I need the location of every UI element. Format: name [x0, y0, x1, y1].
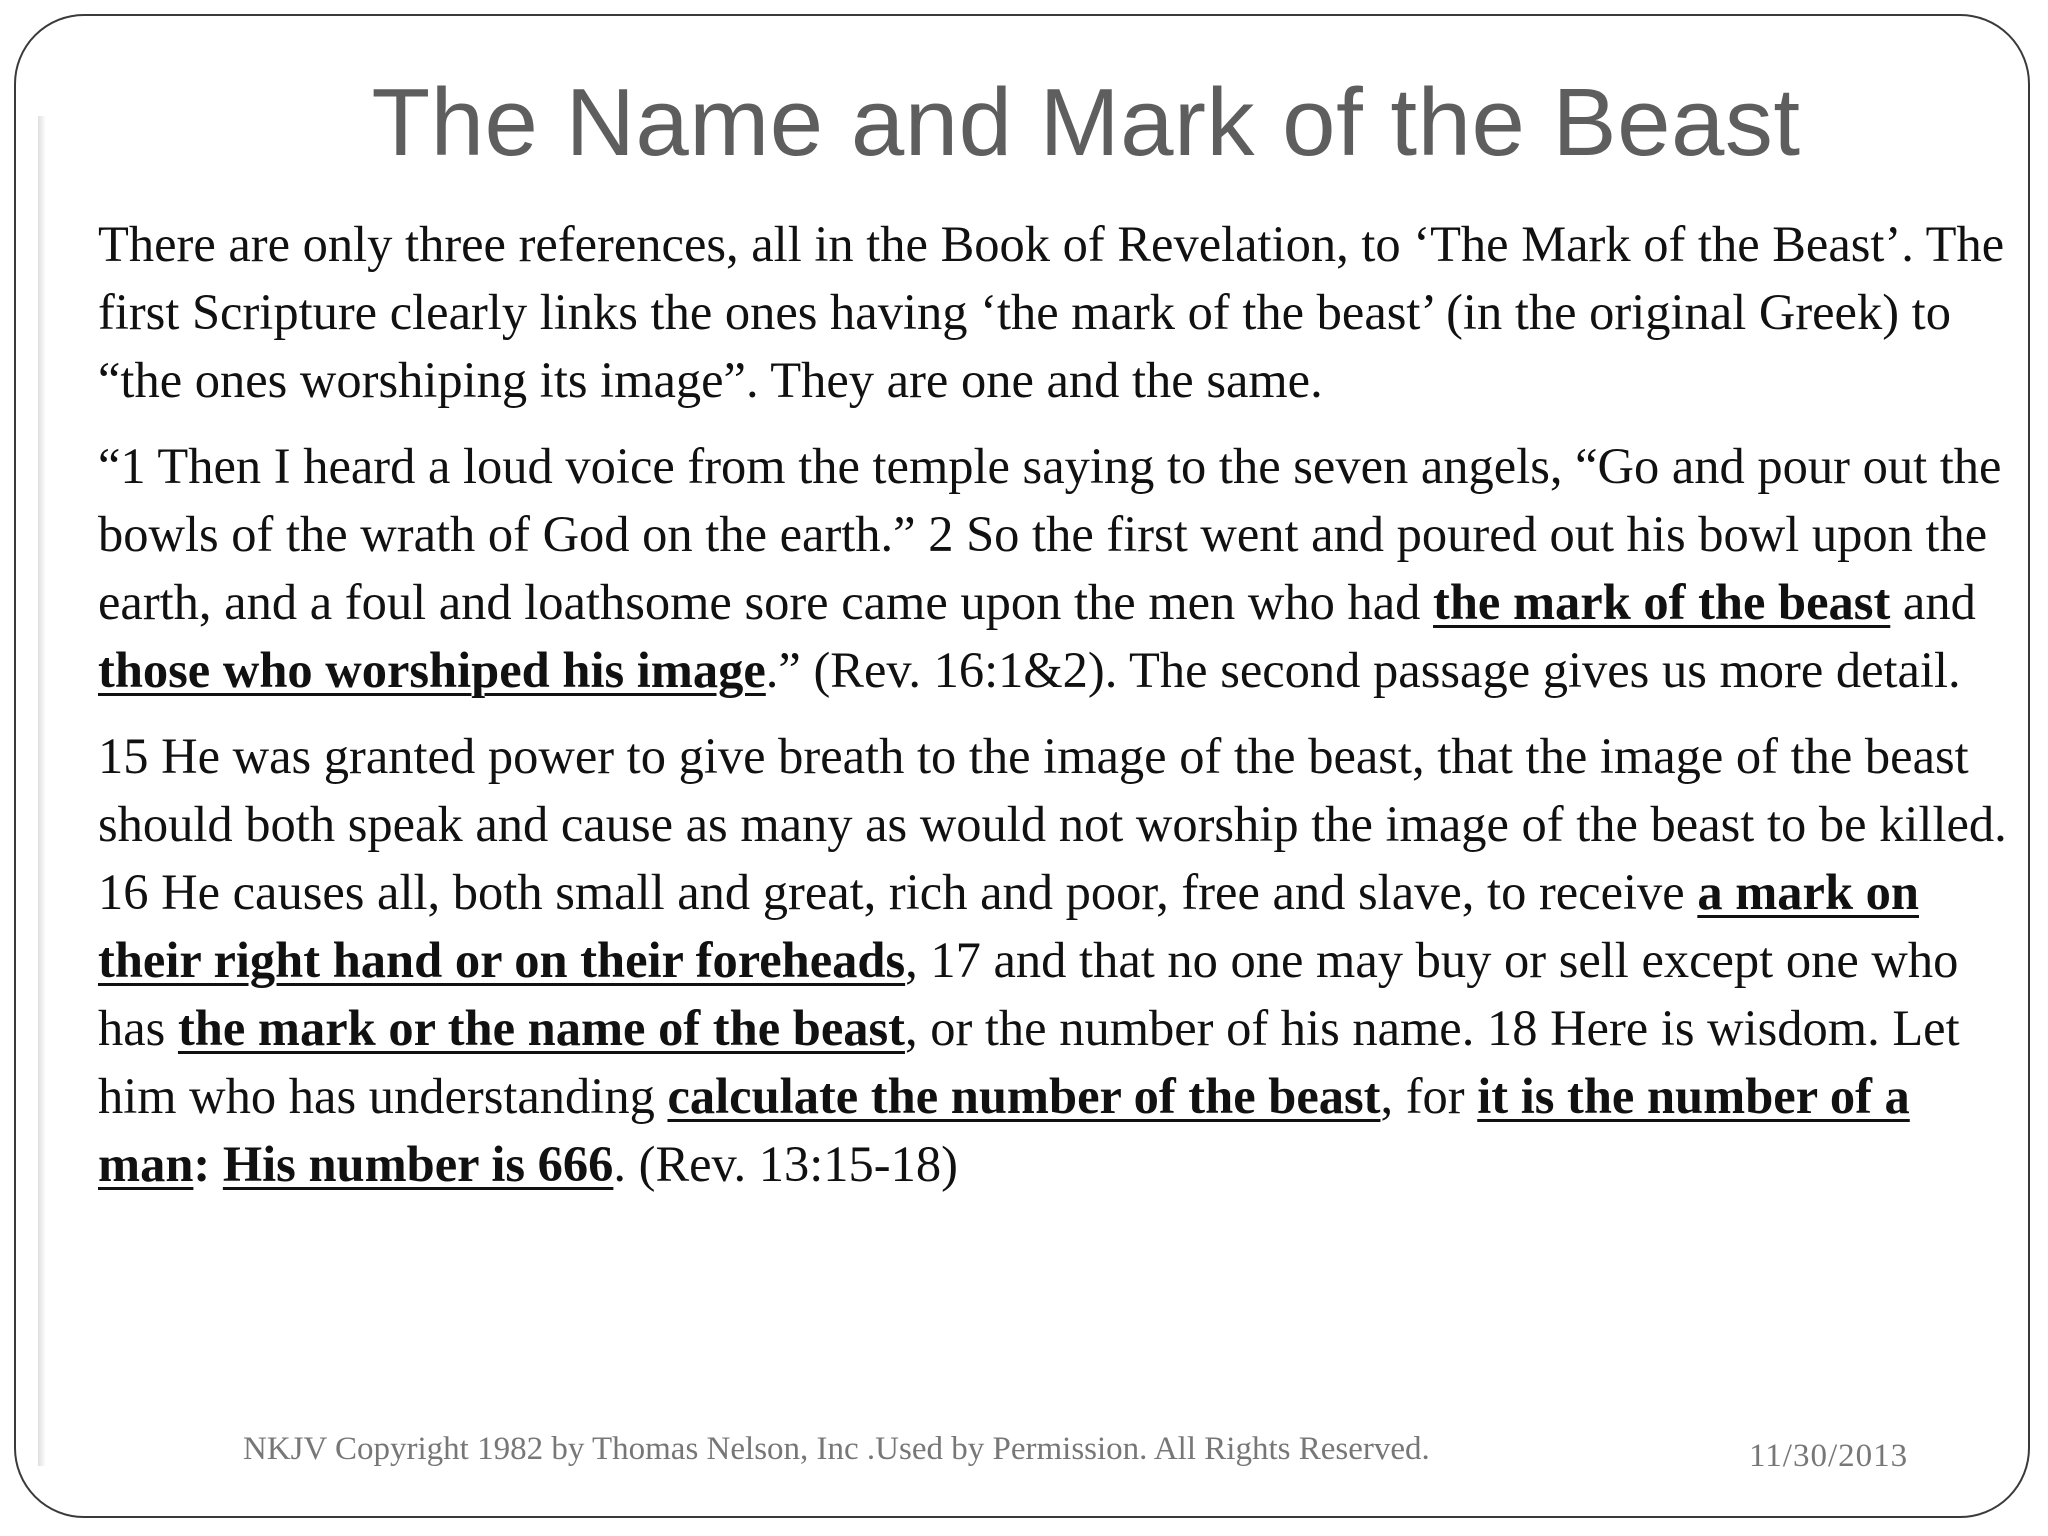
- text-segment: There are only three references, all in the Book of Revelation, to ‘The Mark of the Beast’. The first Scripture clearly links the ones having ‘the mark of the beast’ (in the original Greek) to “the ones worshiping its image”. They are one and the same.: [98, 216, 2005, 408]
- emphasis-worshiped-image: those who worshiped his image: [98, 642, 766, 698]
- footer-date: 11/30/2013: [1749, 1438, 1909, 1474]
- text-segment: 15 He was granted power to give breath to the image of the beast, that the image of the beast should both speak and cause as many as would not worship the image of the beast to be killed. 16 He causes all, both small and great, rich and poor, free and slave, to receive: [98, 728, 2007, 920]
- emphasis-number-of-man: it is the number of a man: [98, 1068, 1910, 1192]
- text-segment: “1 Then I heard a loud voice from the temple saying to the seven angels, “Go and pour out the bowls of the wrath of God on the earth.” 2 So the first went and poured out his bowl upon the earth, and a foul and loathsome sore came upon the men who had: [98, 438, 2002, 630]
- paragraph-intro: [98, 210, 2028, 414]
- slide-frame: [14, 14, 2030, 1518]
- emphasis-mark-hand-forehead: a mark on their right hand or on their foreheads: [98, 864, 1919, 988]
- footer-copyright: NKJV Copyright 1982 by Thomas Nelson, Inc .Used by Permission. All Rights Reserved.: [243, 1431, 1430, 1467]
- text-segment: . (Rev. 13:15-18): [613, 1136, 958, 1192]
- paragraph-rev13-quote: [98, 722, 2028, 1198]
- emphasis-calculate-number: calculate the number of the beast: [667, 1068, 1381, 1124]
- emphasis-number-666: His number is 666: [222, 1136, 614, 1192]
- slide-title: The Name and Mark of the Beast: [371, 69, 1801, 176]
- text-segment: .” (Rev. 16:1&2). The second passage gives us more detail.: [765, 642, 1961, 698]
- emphasis-mark-of-beast: the mark of the beast: [1433, 574, 1891, 630]
- slide-body: [98, 210, 2028, 1216]
- paragraph-rev16-quote: [98, 432, 2028, 704]
- text-segment: and: [1890, 574, 1976, 630]
- text-segment-colon: :: [193, 1136, 223, 1192]
- text-segment: , or the number of his name. 18 Here is wisdom. Let him who has understanding: [98, 1000, 1960, 1124]
- text-segment: , for: [1380, 1068, 1478, 1124]
- emphasis-mark-or-name: the mark or the name of the beast: [177, 1000, 905, 1056]
- text-segment: , 17 and that no one may buy or sell except one who has: [98, 932, 1959, 1056]
- slide-edge-decoration: [38, 116, 46, 1466]
